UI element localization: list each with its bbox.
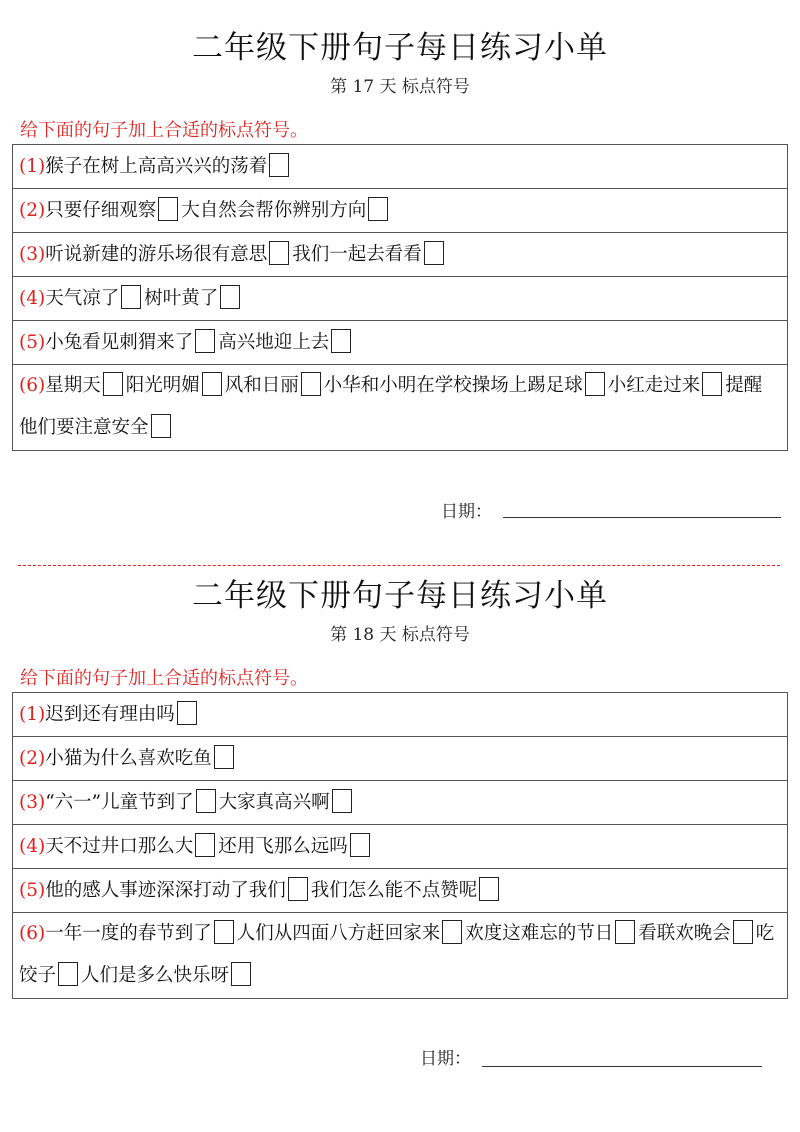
punctuation-answer-box[interactable] [103, 372, 123, 396]
question-number: (2) [19, 748, 46, 769]
sentence-segment: 还用飞那么远吗 [218, 836, 348, 857]
sentence-segment: 吃饺子 [19, 923, 775, 986]
sentence-segment: 天不过井口那么大 [45, 836, 194, 857]
sentence-segment: 风和日丽 [224, 375, 299, 396]
sentence-segment: 只要仔细观察 [45, 200, 157, 221]
date-field[interactable] [482, 1066, 762, 1067]
question-number: (1) [19, 156, 46, 177]
instruction-text: 给下面的句子加上合适的标点符号。 [20, 120, 308, 141]
punctuation-answer-box[interactable] [585, 372, 605, 396]
punctuation-answer-box[interactable] [368, 197, 388, 221]
sentence-segment: 他的感人事迹深深打动了我们 [45, 880, 286, 901]
punctuation-answer-box[interactable] [615, 920, 635, 944]
sentence-segment: “六一”儿童节到了 [45, 792, 194, 813]
punctuation-answer-box[interactable] [158, 197, 178, 221]
sentence-segment: 迟到还有理由吗 [45, 704, 175, 725]
question-row [12, 145, 788, 189]
date-label: 日期： [420, 1049, 471, 1069]
worksheet-title: 二年级下册句子每日练习小单 [192, 578, 608, 614]
question-number: (1) [19, 704, 46, 725]
date-label: 日期： [441, 502, 492, 522]
punctuation-answer-box[interactable] [214, 745, 234, 769]
punctuation-answer-box[interactable] [214, 920, 234, 944]
sentence-segment: 小红走过来 [607, 375, 701, 396]
punctuation-answer-box[interactable] [220, 285, 240, 309]
punctuation-answer-box[interactable] [424, 241, 444, 265]
question-number: (6) [19, 375, 46, 396]
punctuation-answer-box[interactable] [269, 241, 289, 265]
sentence-segment: 欢度这难忘的节日 [465, 923, 614, 944]
sentence-segment: 星期天 [45, 375, 101, 396]
date-field[interactable] [503, 517, 781, 518]
punctuation-answer-box[interactable] [331, 329, 351, 353]
punctuation-answer-box[interactable] [196, 789, 216, 813]
sentence-segment: 阳光明媚 [125, 375, 200, 396]
question-number: (4) [19, 288, 46, 309]
sentence-segment: 大自然会帮你辨别方向 [181, 200, 367, 221]
question-row [12, 365, 788, 451]
question-row [12, 913, 788, 999]
worksheet-title: 二年级下册句子每日练习小单 [192, 30, 608, 66]
question-row [12, 693, 788, 737]
question-row [12, 737, 788, 781]
punctuation-answer-box[interactable] [288, 877, 308, 901]
sentence-segment: 看联欢晚会 [638, 923, 731, 944]
question-table [12, 144, 788, 451]
question-number: (3) [19, 244, 46, 265]
punctuation-answer-box[interactable] [702, 372, 722, 396]
punctuation-answer-box[interactable] [151, 414, 171, 438]
question-row [12, 233, 788, 277]
cut-line-divider [18, 565, 780, 566]
question-number: (6) [19, 923, 46, 944]
instruction-text: 给下面的句子加上合适的标点符号。 [20, 668, 308, 689]
sentence-segment: 天气凉了 [45, 288, 120, 309]
sentence-segment: 听说新建的游乐场很有意思 [45, 244, 268, 265]
question-number: (2) [19, 200, 46, 221]
sentence-segment: 小兔看见刺猬来了 [45, 332, 194, 353]
sentence-segment: 大家真高兴啊 [218, 792, 330, 813]
punctuation-answer-box[interactable] [231, 962, 251, 986]
punctuation-answer-box[interactable] [332, 789, 352, 813]
sentence-segment: 我们一起去看看 [292, 244, 422, 265]
sentence-segment: 一年一度的春节到了 [45, 923, 212, 944]
question-row [12, 277, 788, 321]
punctuation-answer-box[interactable] [195, 329, 215, 353]
punctuation-answer-box[interactable] [58, 962, 78, 986]
question-number: (3) [19, 792, 46, 813]
punctuation-answer-box[interactable] [350, 833, 370, 857]
sentence-segment: 人们从四面八方赶回家来 [236, 923, 441, 944]
question-row [12, 825, 788, 869]
question-table [12, 692, 788, 999]
sentence-segment: 猴子在树上高高兴兴的荡着 [45, 156, 268, 177]
punctuation-answer-box[interactable] [733, 920, 753, 944]
punctuation-answer-box[interactable] [177, 701, 197, 725]
sentence-segment: 小华和小明在学校操场上踢足球 [323, 375, 583, 396]
question-number: (5) [19, 332, 46, 353]
sentence-segment: 人们是多么快乐呀 [81, 965, 230, 986]
punctuation-answer-box[interactable] [202, 372, 222, 396]
punctuation-answer-box[interactable] [301, 372, 321, 396]
worksheet-subtitle: 第 17 天 标点符号 [330, 77, 470, 97]
question-number: (5) [19, 880, 46, 901]
punctuation-answer-box[interactable] [442, 920, 462, 944]
sentence-segment: 我们怎么能不点赞呢 [310, 880, 478, 901]
question-row [12, 321, 788, 365]
punctuation-answer-box[interactable] [269, 153, 289, 177]
punctuation-answer-box[interactable] [479, 877, 499, 901]
question-row [12, 189, 788, 233]
worksheet-subtitle: 第 18 天 标点符号 [330, 625, 470, 645]
sentence-segment: 高兴地迎上去 [218, 332, 330, 353]
question-row [12, 781, 788, 825]
punctuation-answer-box[interactable] [121, 285, 141, 309]
sentence-segment: 小猫为什么喜欢吃鱼 [45, 748, 212, 769]
question-row [12, 869, 788, 913]
punctuation-answer-box[interactable] [195, 833, 215, 857]
question-number: (4) [19, 836, 46, 857]
sentence-segment: 提醒他们要注意安全 [19, 375, 763, 438]
sentence-segment: 树叶黄了 [144, 288, 219, 309]
